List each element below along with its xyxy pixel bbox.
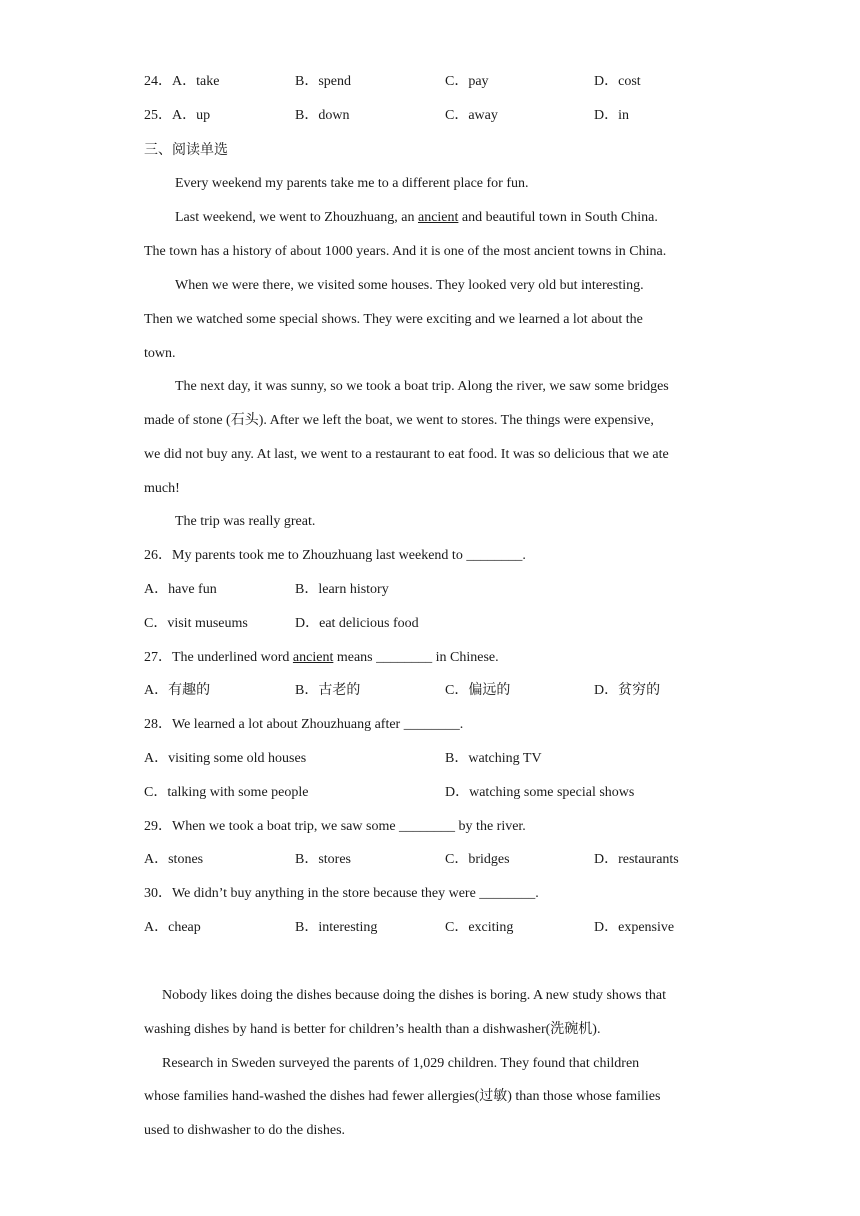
question-28-stem: 28．We learned a lot about Zhouzhuang after ________. <box>144 717 464 732</box>
q29-option-d[interactable]: D．restaurants <box>594 852 679 867</box>
q28-option-b[interactable]: B．watching TV <box>445 751 542 766</box>
q26-option-a[interactable]: A．have fun <box>144 582 217 597</box>
q30-option-c[interactable]: C．exciting <box>445 920 514 935</box>
underlined-word-ancient: ancient <box>417 210 459 225</box>
question-27-stem: 27．The underlined word ancient means ________ in Chinese. <box>144 650 499 665</box>
question-30-stem: 30．We didn’t buy anything in the store because they were ________. <box>144 886 539 901</box>
q26-option-d[interactable]: D．eat delicious food <box>295 616 419 631</box>
q24-option-d[interactable]: D．cost <box>594 74 641 89</box>
q25-option-b[interactable]: B．down <box>295 108 350 123</box>
passage1-paragraph2-line1: Last weekend, we went to Zhouzhuang, an ancient and beautiful town in South China. <box>175 210 658 225</box>
section-title: 三、阅读单选 <box>144 142 228 158</box>
q27-option-d[interactable]: D．贫穷的 <box>594 683 661 698</box>
passage2-paragraph1-line1: Nobody likes doing the dishes because doing the dishes is boring. A new study shows that <box>162 988 666 1003</box>
q28-option-d[interactable]: D．watching some special shows <box>445 785 635 800</box>
passage1-paragraph4-line1: The next day, it was sunny, so we took a boat trip. Along the river, we saw some bridges <box>175 379 669 394</box>
passage1-paragraph2-line2: The town has a history of about 1000 years. And it is one of the most ancient towns in China. <box>144 244 667 259</box>
passage1-paragraph4-line4: much! <box>144 481 180 496</box>
q25-option-a[interactable]: 25．A．up <box>144 108 211 123</box>
passage1-paragraph4-line2: made of stone (石头). After we left the boat, we went to stores. The things were expensive, <box>144 413 654 428</box>
q27-option-c[interactable]: C．偏远的 <box>445 683 511 698</box>
passage1-paragraph3-line3: town. <box>144 346 176 361</box>
passage1-paragraph3-line1: When we were there, we visited some houses. They looked very old but interesting. <box>175 278 644 293</box>
q30-option-a[interactable]: A．cheap <box>144 920 201 935</box>
q29-option-b[interactable]: B．stores <box>295 852 351 867</box>
passage2-paragraph2-line2: whose families hand-washed the dishes had fewer allergies(过敏) than those whose families <box>144 1089 661 1104</box>
question-29-stem: 29．When we took a boat trip, we saw some ________ by the river. <box>144 819 526 834</box>
question-26-stem: 26．My parents took me to Zhouzhuang last weekend to ________. <box>144 548 526 563</box>
q24-option-c[interactable]: C．pay <box>445 74 489 89</box>
q28-option-c[interactable]: C．talking with some people <box>144 785 309 800</box>
passage1-paragraph5: The trip was really great. <box>175 514 316 529</box>
passage1-paragraph4-line3: we did not buy any. At last, we went to a restaurant to eat food. It was so delicious that we ate <box>144 447 669 462</box>
passage2-paragraph2-line1: Research in Sweden surveyed the parents of 1,029 children. They found that children <box>162 1056 640 1071</box>
q30-option-d[interactable]: D．expensive <box>594 920 675 935</box>
underlined-word-ancient-ref: ancient <box>292 650 334 665</box>
passage2-paragraph2-line3: used to dishwasher to do the dishes. <box>144 1123 346 1138</box>
q27-option-b[interactable]: B．古老的 <box>295 683 361 698</box>
q24-option-a[interactable]: 24．A．take <box>144 74 220 89</box>
q26-option-c[interactable]: C．visit museums <box>144 616 248 631</box>
passage2-paragraph1-line2: washing dishes by hand is better for children’s health than a dishwasher(洗碗机). <box>144 1022 601 1037</box>
q26-option-b[interactable]: B．learn history <box>295 582 389 597</box>
q28-option-a[interactable]: A．visiting some old houses <box>144 751 307 766</box>
q25-option-d[interactable]: D．in <box>594 108 629 123</box>
q24-option-b[interactable]: B．spend <box>295 74 351 89</box>
passage1-paragraph1: Every weekend my parents take me to a different place for fun. <box>175 176 529 191</box>
q29-option-a[interactable]: A．stones <box>144 852 204 867</box>
q30-option-b[interactable]: B．interesting <box>295 920 378 935</box>
q25-option-c[interactable]: C．away <box>445 108 498 123</box>
q27-option-a[interactable]: A．有趣的 <box>144 683 211 698</box>
passage1-paragraph3-line2: Then we watched some special shows. They were exciting and we learned a lot about the <box>144 312 643 327</box>
q29-option-c[interactable]: C．bridges <box>445 852 510 867</box>
